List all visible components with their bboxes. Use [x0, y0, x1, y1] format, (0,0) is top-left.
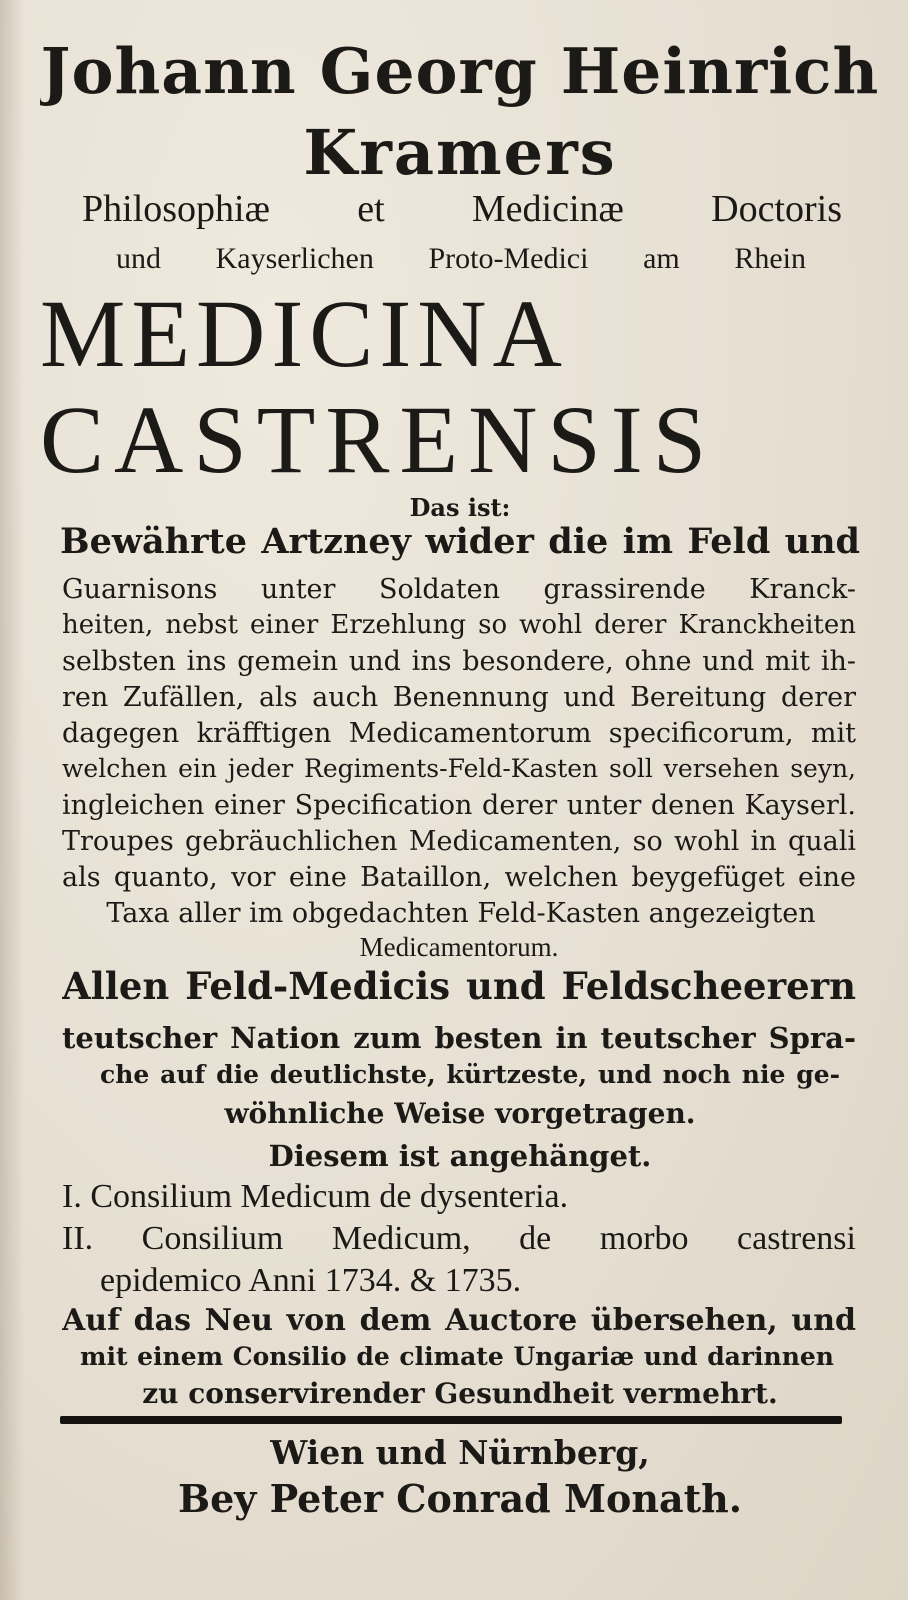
description-line: Taxa aller im obgedachten Feld-Kasten angezeigten	[106, 900, 816, 929]
dedication-line: Allen Feld-Medicis und Feldscheerern	[62, 968, 856, 1008]
description-line: dagegen kräfftigen Medicamentorum specificorum, mit	[62, 720, 856, 749]
dedication-body-line: che auf die deutlichste, kürtzeste, und noch nie ge-	[100, 1062, 840, 1089]
description-line: Medicamentorum.	[359, 934, 559, 962]
description-line: selbsten ins gemein und ins besondere, ohne und mit ih-	[62, 648, 856, 677]
author-name-line2: Kramers	[303, 122, 617, 189]
das-ist-label: Das ist:	[409, 496, 511, 522]
appendix-heading: Diesem ist angehänget.	[268, 1142, 652, 1173]
consilium-item-2: II. Consilium Medicum, de morbo castrensi	[62, 1222, 856, 1257]
description-line: Troupes gebräuchlichen Medicamenten, so wohl in quali	[62, 828, 856, 857]
page-gutter-shadow	[0, 0, 24, 1600]
main-title-line1: MEDICINA	[40, 286, 568, 386]
author-degree-line1: Philosophiæ et Medicinæ Doctoris	[82, 190, 842, 230]
revision-note-line: Auf das Neu von dem Auctore übersehen, und	[62, 1306, 856, 1338]
consilium-item-2-continued: epidemico Anni 1734. & 1735.	[100, 1264, 522, 1299]
consilium-item-1: I. Consilium Medicum de dysenteria.	[62, 1180, 569, 1215]
description-line: Guarnisons unter Soldaten grassirende Kranck-	[62, 576, 856, 605]
description-line: heiten, nebst einer Erzehlung so wohl derer Kranckheiten	[62, 612, 856, 640]
revision-note-line: mit einem Consilio de climate Ungariæ und darinnen	[80, 1344, 834, 1371]
dedication-body-line: teutscher Nation zum besten in teutscher Spra-	[62, 1024, 856, 1055]
dedication-body-line: wöhnliche Weise vorgetragen.	[224, 1100, 696, 1130]
author-name-line1: Johann Georg Heinrich	[40, 40, 880, 108]
author-degree-line2: und Kayserlichen Proto-Medici am Rhein	[116, 244, 806, 275]
description-line: welchen ein jeder Regiments-Feld-Kasten soll versehen seyn,	[62, 756, 856, 783]
revision-note-line: zu conservirender Gesundheit vermehrt.	[142, 1380, 778, 1410]
imprint-publisher: Bey Peter Conrad Monath.	[177, 1480, 743, 1521]
description-line: ren Zufällen, als auch Benennung und Bereitung derer	[62, 684, 856, 713]
description-line: ingleichen einer Specification derer unter denen Kayserl.	[62, 792, 856, 821]
imprint-place: Wien und Nürnberg,	[270, 1436, 650, 1472]
main-title-line2: CASTRENSIS	[40, 392, 717, 492]
subtitle-line1: Bewährte Artzney wider die im Feld und	[60, 524, 860, 562]
description-line: als quanto, vor eine Bataillon, welchen beygefüget eine	[62, 864, 856, 893]
imprint-divider	[60, 1416, 842, 1424]
